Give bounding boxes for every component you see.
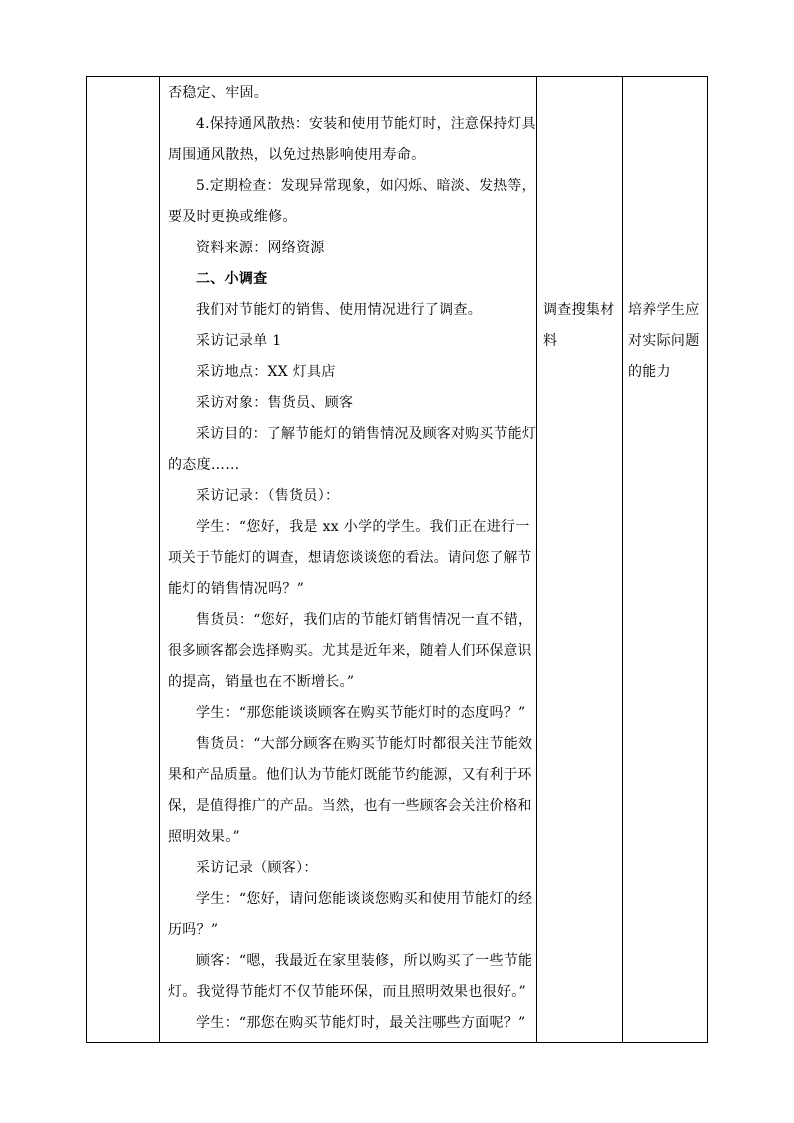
text-line: 资料来源：网络资源 bbox=[196, 240, 325, 256]
text-line: 的提高，销量也在不断增长。” bbox=[168, 674, 355, 690]
column-divider-3 bbox=[622, 77, 623, 1042]
text-line: 很多顾客都会选择购买。尤其是近年来，随着人们环保意识 bbox=[168, 643, 532, 659]
text-line: 保，是值得推广的产品。当然，也有一些顾客会关注价格和 bbox=[168, 798, 532, 814]
text-line: 照明效果。” bbox=[168, 829, 240, 845]
text-line: 采访地点：XX 灯具店 bbox=[196, 364, 336, 380]
text-line: 我们对节能灯的销售、使用情况进行了调查。 bbox=[196, 302, 482, 318]
activity-line: 调查搜集材 bbox=[543, 302, 615, 318]
text-line: 果和产品质量。他们认为节能灯既能节约能源，又有利于环 bbox=[168, 767, 532, 783]
text-line: 灯。我觉得节能灯不仅节能环保，而且照明效果也很好。” bbox=[168, 984, 526, 1000]
column-divider-2 bbox=[536, 77, 537, 1042]
text-line: 售货员：“大部分顾客在购买节能灯时都很关注节能效 bbox=[196, 736, 533, 752]
text-line: 要及时更换或维修。 bbox=[168, 209, 297, 225]
intent-line: 对实际问题 bbox=[628, 333, 700, 349]
text-line: 学生：“那您在购买节能灯时，最关注哪些方面呢？” bbox=[196, 1015, 526, 1031]
text-line: 采访对象：售货员、顾客 bbox=[196, 395, 354, 411]
text-line: 售货员：“您好，我们店的节能灯销售情况一直不错， bbox=[196, 612, 533, 628]
text-line: 学生：“您好，请问您能谈谈您购买和使用节能灯的经 bbox=[196, 891, 533, 907]
section-heading: 二、小调查 bbox=[196, 271, 268, 287]
text-line: 周围通风散热，以免过热影响使用寿命。 bbox=[168, 147, 426, 163]
text-line: 采访记录：（售货员）： bbox=[196, 488, 340, 504]
text-line: 的态度…… bbox=[168, 457, 240, 473]
text-line: 顾客：“嗯，我最近在家里装修，所以购买了一些节能 bbox=[196, 953, 533, 969]
lesson-table bbox=[86, 76, 708, 1043]
text-line: 采访记录单 1 bbox=[196, 333, 282, 349]
text-line: 5.定期检查：发现异常现象，如闪烁、暗淡、发热等， bbox=[196, 178, 536, 194]
column-divider-1 bbox=[159, 77, 160, 1042]
text-line: 能灯的销售情况吗？” bbox=[168, 581, 305, 597]
activity-line: 料 bbox=[543, 333, 558, 349]
text-line: 学生：“那您能谈谈顾客在购买节能灯时的态度吗？” bbox=[196, 705, 526, 721]
text-line: 历吗？” bbox=[168, 922, 219, 938]
text-line: 4.保持通风散热：安装和使用节能灯时，注意保持灯具 bbox=[196, 116, 536, 132]
text-line: 学生：“您好，我是 xx 小学的学生。我们正在进行一 bbox=[196, 519, 530, 535]
text-line: 采访记录（顾客）： bbox=[196, 860, 318, 876]
text-line: 采访目的：了解节能灯的销售情况及顾客对购买节能灯 bbox=[196, 426, 537, 442]
text-line: 项关于节能灯的调查，想请您谈谈您的看法。请问您了解节 bbox=[168, 550, 532, 566]
text-line: 否稳定、牢固。 bbox=[168, 85, 269, 101]
intent-line: 的能力 bbox=[628, 364, 671, 380]
intent-line: 培养学生应 bbox=[628, 302, 700, 318]
